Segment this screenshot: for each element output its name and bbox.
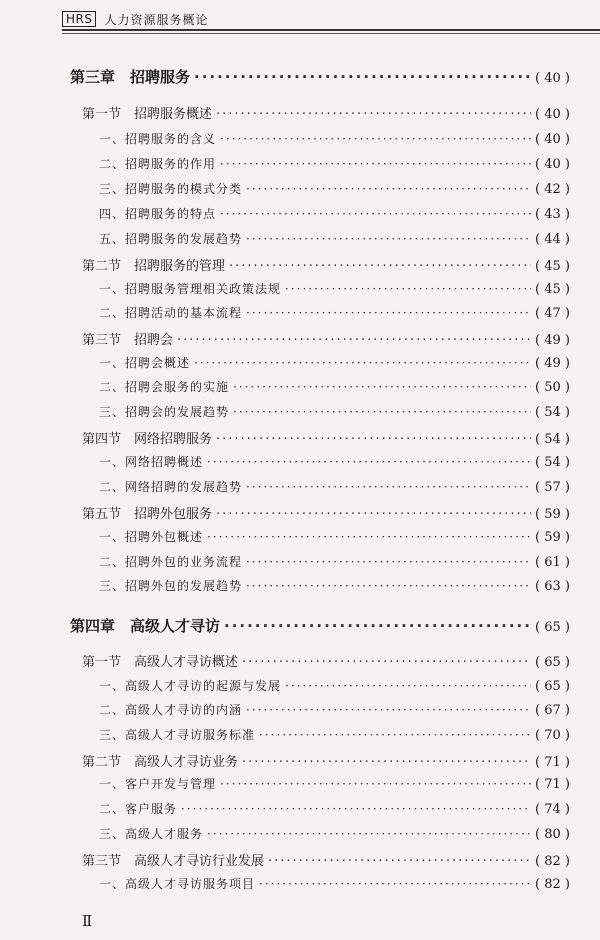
toc-item-title: 二、网络招聘的发展趋势: [99, 480, 243, 494]
toc-page-number: ( 70 ): [535, 728, 570, 743]
toc-page-number: ( 40 ): [535, 132, 570, 147]
toc-chapter-title: 第三章 招聘服务: [70, 68, 191, 86]
toc-section: [82, 329, 570, 348]
toc-item: [99, 280, 570, 297]
dot-leader: [246, 232, 531, 246]
toc-page-number: ( 74 ): [535, 802, 570, 817]
toc-page-number: ( 65 ): [535, 679, 570, 694]
toc-chapter: [70, 615, 570, 636]
toc-item: [99, 130, 570, 147]
toc-item-title: 一、高级人才寻访的起源与发展: [99, 679, 282, 693]
dot-leader: [246, 555, 531, 569]
toc-page-number: ( 65 ): [535, 620, 570, 635]
toc-item: [99, 528, 570, 545]
toc-page-number: ( 40 ): [535, 71, 570, 86]
toc-section-title: 第二节 招聘服务的管理: [82, 259, 226, 274]
toc-page-number: ( 80 ): [535, 827, 570, 842]
toc-item-title: 四、招聘服务的特点: [99, 207, 217, 221]
toc-page-number: ( 59 ): [535, 530, 570, 545]
dot-leader: [220, 132, 531, 146]
dot-leader: [233, 380, 531, 394]
toc-page-number: ( 49 ): [535, 356, 570, 371]
dot-leader: [229, 259, 531, 274]
dot-leader: [207, 530, 531, 544]
dot-leader: [207, 455, 531, 469]
toc-section: [82, 850, 570, 869]
dot-leader: [216, 507, 531, 522]
toc-item: [99, 230, 570, 247]
toc-page-number: ( 63 ): [535, 579, 570, 594]
toc-page-number: ( 61 ): [535, 555, 570, 570]
toc-item-title: 一、招聘外包概述: [99, 530, 204, 544]
toc-item-title: 二、高级人才寻访的内涵: [99, 703, 243, 717]
toc-item-title: 二、招聘活动的基本流程: [99, 306, 243, 320]
dot-leader: [220, 777, 531, 791]
toc-page-number: ( 54 ): [535, 432, 570, 447]
toc-item-title: 三、招聘服务的模式分类: [99, 182, 243, 196]
dot-leader: [194, 356, 531, 370]
toc-page-number: ( 49 ): [535, 333, 570, 348]
toc-section-title: 第三节 高级人才寻访行业发展: [82, 854, 265, 869]
dot-leader: [220, 207, 531, 221]
toc-item-title: 五、招聘服务的发展趋势: [99, 232, 243, 246]
dot-leader: [233, 405, 531, 419]
toc-item-title: 二、客户服务: [99, 802, 178, 816]
toc-item: [99, 726, 570, 743]
toc-item: [99, 875, 570, 892]
toc-item: [99, 354, 570, 371]
toc-section-title: 第二节 高级人才寻访业务: [82, 755, 239, 770]
toc-page-number: ( 82 ): [535, 854, 570, 869]
toc-item: [99, 800, 570, 817]
toc-item: [99, 378, 570, 395]
dot-leader: [207, 827, 531, 841]
toc-item: [99, 304, 570, 321]
dot-leader: [246, 480, 531, 494]
page-number: Ⅱ: [82, 912, 93, 930]
toc-item-title: 一、招聘服务管理相关政策法规: [99, 282, 282, 296]
toc-item-title: 一、招聘服务的含义: [99, 132, 217, 146]
toc-item-title: 二、招聘服务的作用: [99, 157, 217, 171]
dot-leader: [242, 655, 531, 670]
toc-item-title: 一、高级人才寻访服务项目: [99, 877, 256, 891]
dot-leader: [246, 703, 531, 717]
dot-leader: [246, 579, 531, 593]
dot-leader: [246, 306, 531, 320]
book-title: 人力资源服务概论: [104, 12, 209, 27]
toc-page-number: ( 57 ): [535, 480, 570, 495]
dot-leader: [216, 107, 531, 122]
dot-leader: [242, 755, 531, 770]
toc-item: [99, 553, 570, 570]
dot-leader: [181, 802, 531, 816]
dot-leader: [216, 432, 531, 447]
dot-leader: [220, 157, 531, 171]
toc-section-title: 第五节 招聘外包服务: [82, 507, 213, 522]
toc-item-title: 一、招聘会概述: [99, 356, 191, 370]
toc-item: [99, 677, 570, 694]
toc-item-title: 二、招聘外包的业务流程: [99, 555, 243, 569]
toc-page-number: ( 67 ): [535, 703, 570, 718]
dot-leader: [194, 68, 531, 86]
toc-item: [99, 577, 570, 594]
toc-section-title: 第一节 招聘服务概述: [82, 107, 213, 122]
toc-section-title: 第三节 招聘会: [82, 333, 174, 348]
toc-item-title: 三、高级人才寻访服务标准: [99, 728, 256, 742]
toc-page-number: ( 40 ): [535, 107, 570, 122]
dot-leader: [268, 854, 531, 869]
toc-page-number: ( 40 ): [535, 157, 570, 172]
toc-page-number: ( 54 ): [535, 455, 570, 470]
toc-page-number: ( 47 ): [535, 306, 570, 321]
toc-chapter: [70, 66, 570, 87]
dot-leader: [177, 333, 531, 348]
toc-section: [82, 651, 570, 670]
toc-item-title: 三、招聘会的发展趋势: [99, 405, 230, 419]
dot-leader: [246, 182, 531, 196]
toc-item-title: 一、网络招聘概述: [99, 455, 204, 469]
toc-item-title: 三、招聘外包的发展趋势: [99, 579, 243, 593]
dot-leader: [259, 877, 531, 891]
toc-page-number: ( 44 ): [535, 232, 570, 247]
toc-section: [82, 103, 570, 122]
toc-item: [99, 775, 570, 792]
toc-item-title: 二、招聘会服务的实施: [99, 380, 230, 394]
toc-item: [99, 478, 570, 495]
toc-page-number: ( 65 ): [535, 655, 570, 670]
toc-chapter-title: 第四章 高级人才寻访: [70, 617, 221, 635]
toc-item-title: 一、客户开发与管理: [99, 777, 217, 791]
toc-item-title: 三、高级人才服务: [99, 827, 204, 841]
toc-item: [99, 205, 570, 222]
toc-section-title: 第四节 网络招聘服务: [82, 432, 213, 447]
dot-leader: [285, 282, 531, 296]
toc-section: [82, 428, 570, 447]
toc-page-number: ( 71 ): [535, 777, 570, 792]
dot-leader: [224, 617, 531, 635]
toc-item: [99, 825, 570, 842]
toc-page-number: ( 54 ): [535, 405, 570, 420]
toc-item: [99, 180, 570, 197]
toc-page-number: ( 50 ): [535, 380, 570, 395]
toc-section: [82, 503, 570, 522]
toc-page-number: ( 71 ): [535, 755, 570, 770]
toc-section: [82, 751, 570, 770]
toc-item: [99, 701, 570, 718]
toc-page-number: ( 42 ): [535, 182, 570, 197]
toc-item: [99, 453, 570, 470]
toc-page-number: ( 45 ): [535, 259, 570, 274]
toc-section: [82, 255, 570, 274]
toc-section-title: 第一节 高级人才寻访概述: [82, 655, 239, 670]
toc-page-number: ( 82 ): [535, 877, 570, 892]
dot-leader: [259, 728, 531, 742]
toc-page-number: ( 59 ): [535, 507, 570, 522]
hrs-badge: HRS: [62, 11, 96, 27]
toc-item: [99, 155, 570, 172]
toc-page-number: ( 45 ): [535, 282, 570, 297]
toc-item: [99, 403, 570, 420]
dot-leader: [285, 679, 531, 693]
toc-page-number: ( 43 ): [535, 207, 570, 222]
